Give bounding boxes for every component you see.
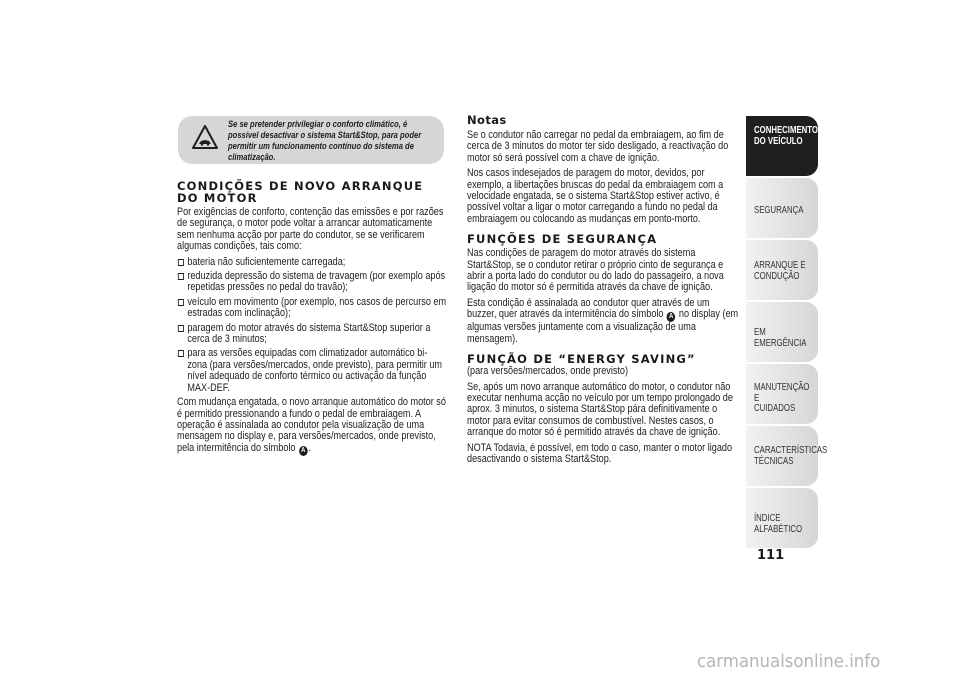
notes-paragraph: Se o condutor não carregar no pedal da embraiagem, ao fim de cerca de 3 minutos do motor ter sido desligado, a reactivação do motor só será possível com a chave de ignição.: [467, 129, 729, 164]
energy-paragraph: Se, após um novo arranque automático do motor, o condutor não executar nenhuma acção no veículo por um tempo prolongado de aprox. 3 minutos, o sistema Start&Stop pára definitivamente o motor para evitar consumos de combustível. Nestes casos, o arranque do motor só é permitido através da chave de ignição.: [467, 380, 733, 439]
tab-caracteristicas-tecnicas[interactable]: CARACTERÍSTICAS TÉCNICAS: [746, 426, 818, 486]
safety-paragraph: Nas condições de paragem do motor através do sistema Start&Stop, se o condutor retirar o próprio cinto de segurança e abrir a porta lado do condutor ou do lado do passageiro, a nova ligação do motor só é permitida através da chave de ignição.: [467, 247, 724, 294]
left-column: [177, 180, 447, 460]
start-stop-symbol-icon: A: [667, 312, 676, 322]
list-item: paragem do motor através do sistema Start&Stop superior a cerca de 3 minutos;: [177, 323, 446, 346]
tab-em-emergencia[interactable]: EM EMERGÊNCIA: [746, 302, 818, 362]
warning-box: [178, 116, 444, 164]
energy-note: NOTA Todavia, é possível, em todo o caso, manter o motor ligado desactivando o sistema Start&Stop.: [467, 441, 733, 465]
restart-conditions-list: [177, 257, 446, 394]
safety-paragraph: Esta condição é assinalada ao condutor quer através de um buzzer, quer através da intermitência do símbolo A no display (em algumas versões juntamente com a visualização de uma mensagem).: [467, 296, 739, 345]
start-stop-symbol-icon: A: [299, 446, 308, 456]
restart-closing: Com mudança engatada, o novo arranque automático do motor só é permitido pressionando a fundo o pedal de embraiagem. A operação é assinalada ao condutor pela visualização de uma mensagem no display e, para versões/mercados, onde previsto, pela intermitência do símbolo A .: [177, 396, 446, 454]
list-item: bateria não suficientemente carregada;: [177, 257, 446, 268]
tab-seguranca[interactable]: SEGURANÇA: [746, 178, 818, 238]
page-number: 111: [757, 548, 785, 563]
tab-conhecimento-do-veiculo[interactable]: CONHECIMENTO DO VEÍCULO: [746, 116, 818, 176]
warning-text: Se se pretender privilegiar o conforto climático, é possível desactivar o sistema Start&Stop, para poder permitir um funcionamento contínuo do sistema de climatização.: [228, 119, 422, 162]
tab-manutencao-e-cuidados[interactable]: MANUTENÇÃO E CUIDADOS: [746, 364, 818, 424]
notes-heading: Notas: [467, 113, 507, 127]
tab-indice-alfabetico[interactable]: ÍNDICE ALFABÉTICO: [746, 488, 818, 548]
list-item: reduzida depressão do sistema de travagem (por exemplo após repetidas pressões no pedal do travão);: [177, 271, 446, 294]
warning-triangle-icon: [192, 125, 218, 149]
section-heading-safety: FUNÇÕES DE SEGURANÇA: [467, 232, 658, 247]
notes-paragraph: Nos casos indesejados de paragem do motor, devidos, por exemplo, a libertações bruscas do pedal da embraiagem com a velocidade engatada, se o sistema Start&Stop estiver activo, é possível voltar a ligar o motor carregando a fundo no pedal da embraiagem ou colocando as mudanças em ponto-morto.: [467, 167, 724, 225]
right-column: [467, 114, 742, 469]
list-item: para as versões equipadas com climatizador automático bi-zona (para versões/mercados, onde previsto), para permitir um nível adequado de conforto térmico ou activação da função MAX-DEF.: [177, 348, 446, 394]
list-item: veículo em movimento (por exemplo, nos casos de percurso em estradas com inclinação);: [177, 297, 446, 320]
chapter-tabs: [746, 116, 828, 550]
watermark: carmanualsonline.info: [697, 651, 881, 672]
energy-saving-subtitle: (para versões/mercados, onde previsto): [467, 365, 629, 378]
section-heading-energy-saving: FUNÇÃO DE “ENERGY SAVING”: [467, 352, 696, 367]
tab-arranque-e-conducao[interactable]: ARRANQUE E CONDUÇÃO: [746, 240, 818, 300]
section-heading-restart: CONDIÇÕES DE NOVO ARRANQUE DO MOTOR: [177, 179, 424, 205]
restart-intro: Por exigências de conforto, contenção das emissões e por razões de segurança, o motor pode voltar a arrancar automaticamente sem nenhuma acção por parte do condutor, se se verificarem algumas condições, tais como:: [177, 206, 444, 253]
